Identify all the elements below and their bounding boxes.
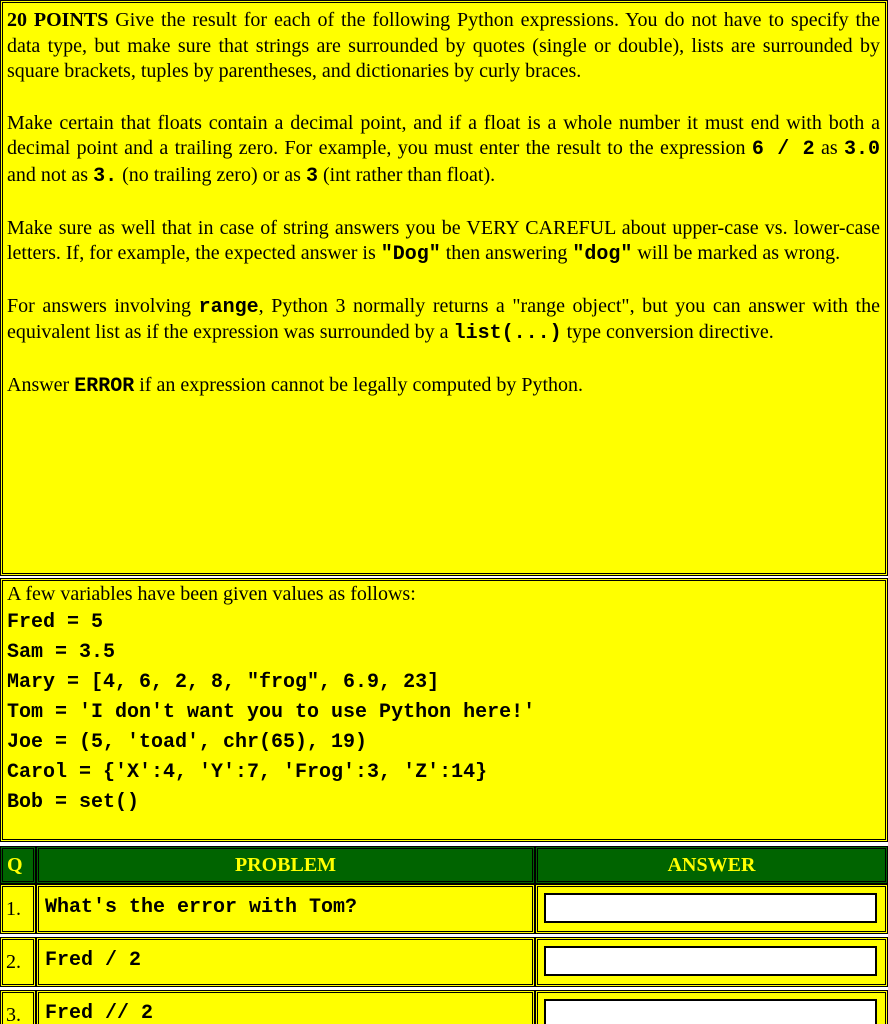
example-wrong-value-2: 3: [305, 164, 318, 188]
header-q: [0, 846, 36, 884]
instructions-text-5b: if an expression cannot be legally computed by Python.: [134, 373, 584, 396]
range-keyword: range: [198, 295, 259, 319]
instructions-text-4b: , Python 3 normally returns a "range object", but you can answer with the equivalent list as if the expression was surrounded by a: [7, 294, 880, 344]
instructions-text-5a: Answer: [7, 373, 75, 396]
instructions-text-3a: Make sure as well that in case of string answers you be VERY CAREFUL about upper-case vs. lower-case letters. If, for example, the expected answer is: [7, 216, 880, 265]
instructions-paragraph-1: [7, 8, 880, 85]
list-keyword: list(...): [453, 322, 562, 346]
instructions-text-2b: as: [814, 137, 844, 160]
answer-input-1[interactable]: [544, 893, 877, 923]
problem-cell: [36, 990, 535, 1024]
instructions-paragraph-3: [7, 216, 880, 268]
instructions-paragraph-4: [7, 294, 880, 347]
points-label: 20 POINTS: [7, 9, 109, 31]
table-header-row: [0, 846, 888, 884]
example-expression: 6 / 2: [751, 138, 815, 162]
variables-panel: [0, 578, 888, 842]
instructions-paragraph-5: [7, 373, 880, 400]
problem-cell: [36, 937, 535, 987]
header-problem: [36, 846, 535, 884]
table-row: [0, 990, 888, 1024]
question-number-cell: [0, 937, 36, 987]
problem-text: Fred // 2: [45, 1002, 154, 1024]
variable-line-sam: Sam = 3.5: [7, 640, 116, 664]
variable-line-carol: Carol = {'X':4, 'Y':7, 'Frog':3, 'Z':14}: [7, 760, 488, 784]
answer-input-2[interactable]: [544, 946, 877, 976]
question-number: 1.: [6, 898, 21, 920]
instructions-paragraph-2: [7, 111, 880, 190]
instructions-text-1: Give the result for each of the following Python expressions. You do not have to specify the data type, but make sure that strings are surrounded by quotes (single or double), lists are surrounded by square brackets, tuples by parentheses, and dictionaries by curly braces.: [7, 9, 880, 83]
instructions-text-4c: type conversion directive.: [561, 321, 774, 344]
instructions-text-4a: For answers involving: [7, 294, 199, 317]
header-q-label: Q: [7, 854, 23, 876]
example-dog-upper: "Dog": [380, 243, 441, 267]
problem-text: What's the error with Tom?: [45, 896, 358, 919]
question-number-cell: [0, 990, 36, 1024]
table-row: [0, 937, 888, 987]
answer-cell: [535, 937, 888, 987]
variable-line-tom: Tom = 'I don't want you to use Python here!': [7, 700, 536, 724]
variables-intro: A few variables have been given values as follows:: [7, 583, 416, 605]
header-answer: [535, 846, 888, 884]
example-wrong-value-1: 3.: [93, 164, 118, 188]
example-correct-value: 3.0: [844, 138, 881, 162]
instructions-text-2c: and not as: [7, 163, 94, 186]
table-row: [0, 884, 888, 934]
answer-input-3[interactable]: [544, 999, 877, 1024]
instructions-text-3b: then answering: [440, 242, 573, 265]
variable-line-joe: Joe = (5, 'toad', chr(65), 19): [7, 730, 368, 754]
question-number-cell: [0, 884, 36, 934]
answer-cell: [535, 990, 888, 1024]
problem-text: Fred / 2: [45, 949, 142, 972]
example-dog-lower: "dog": [572, 243, 633, 267]
error-keyword: ERROR: [74, 374, 135, 398]
instructions-text-2d: (no trailing zero) or as: [117, 163, 306, 186]
variable-line-fred: Fred = 5: [7, 610, 104, 634]
variable-line-mary: Mary = [4, 6, 2, 8, "frog", 6.9, 23]: [7, 670, 440, 694]
problem-cell: [36, 884, 535, 934]
instructions-text-2e: (int rather than float).: [317, 163, 496, 186]
instructions-text-2a: Make certain that floats contain a decimal point, and if a float is a whole number it must end with both a decimal point and a trailing zero. For example, you must enter the result to the expression: [7, 111, 880, 160]
question-number: 3.: [6, 1004, 21, 1024]
instructions-text-3c: will be marked as wrong.: [632, 242, 841, 265]
header-problem-label: PROBLEM: [234, 854, 337, 876]
answer-cell: [535, 884, 888, 934]
variable-line-bob: Bob = set(): [7, 790, 140, 814]
header-answer-label: ANSWER: [667, 854, 756, 876]
question-number: 2.: [6, 951, 21, 973]
